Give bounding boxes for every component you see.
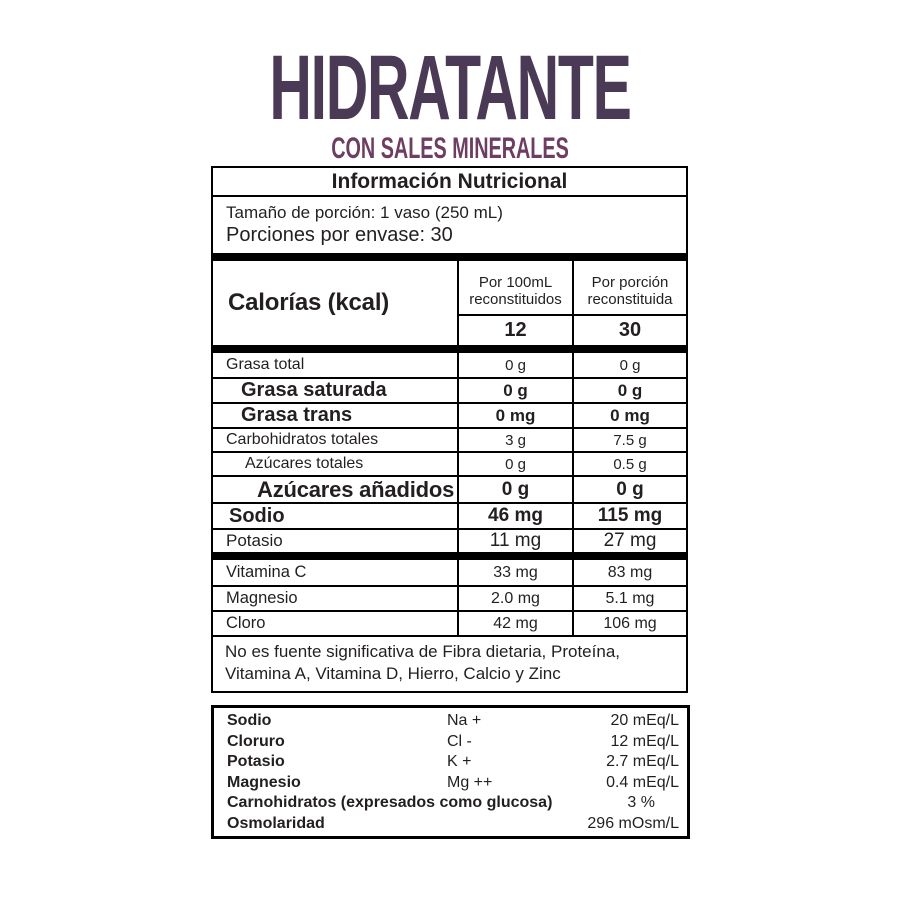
calories-section [213,261,686,345]
value-per-portion: 0 g [572,379,686,402]
nutrient-label: Cloro [226,614,266,632]
electrolyte-row-osmolaridad [227,814,679,835]
nutrient-label: Grasa trans [241,404,353,426]
electrolytes-panel [211,705,690,839]
electrolyte-label: Carnohidratos (expresados como glucosa) [227,794,553,811]
value-per-portion: 27 mg [572,530,686,552]
nutrient-rows-group-2 [213,560,686,635]
electrolyte-label: Cloruro [227,732,285,750]
nutrient-label: Azúcares totales [245,455,364,472]
value-per-100ml: 11 mg [457,530,572,552]
electrolyte-value: 12 mEq/L [610,732,679,750]
ion-symbol: Cl - [447,732,472,750]
nutrient-row-grasa-trans [213,402,686,427]
serving-info [213,197,686,253]
nutrient-label: Carbohidratos totales [226,431,379,448]
value-per-100ml: 42 mg [457,612,572,635]
column-header-per-100ml: Por 100mL reconstituidos [457,261,572,316]
panel-title: Información Nutricional [213,168,686,197]
product-subtitle: CON SALES MINERALES [331,132,569,165]
value-per-100ml: 0 g [457,379,572,402]
calories-label: Calorías (kcal) [228,289,390,316]
value-per-portion: 0 g [572,353,686,377]
nutrient-row-grasa-total [213,353,686,377]
column-header-per-portion: Por porción reconstituida [572,261,686,316]
nutrient-label: Grasa total [226,356,305,373]
electrolyte-value: 3 % [627,794,655,811]
nutrient-label: Potasio [226,531,283,550]
electrolyte-row-sodio [227,711,679,732]
nutrient-row-carbohidratos [213,427,686,451]
thick-divider [213,345,686,353]
electrolyte-label: Sodio [227,712,272,729]
nutrient-label: Sodio [229,504,285,527]
value-per-100ml: 2.0 mg [457,587,572,610]
nutrient-row-azucares-anadidos [213,475,686,502]
nutrition-facts-panel [211,166,688,693]
nutrient-label: Vitamina C [226,563,307,581]
nutrient-label: Azúcares añadidos [257,477,455,502]
electrolyte-row-carbohidratos [227,793,679,814]
nutrient-rows-group-1 [213,353,686,552]
nutrient-label: Grasa saturada [241,379,387,401]
footnote: No es fuente significativa de Fibra dietaria, Proteína, Vitamina A, Vitamina D, Hierro, Calcio y Zinc [213,635,686,691]
value-per-100ml: 0 mg [457,404,572,427]
value-per-portion: 115 mg [572,504,686,528]
value-per-portion: 0 mg [572,404,686,427]
nutrient-row-grasa-saturada [213,377,686,402]
electrolyte-row-magnesio [227,773,679,794]
value-per-portion: 0 g [572,477,686,503]
electrolyte-value: 20 mEq/L [610,712,679,729]
value-per-100ml: 33 mg [457,560,572,585]
value-per-portion: 5.1 mg [572,587,686,610]
value-per-100ml: 0 g [457,453,572,475]
brand-header [0,37,900,166]
value-per-portion: 83 mg [572,560,686,585]
electrolyte-label: Magnesio [227,773,301,791]
nutrient-row-potasio [213,528,686,552]
value-per-portion: 106 mg [572,612,686,635]
servings-per-container: Porciones por envase: 30 [226,224,453,246]
ion-symbol: K + [447,753,472,770]
electrolyte-label: Osmolaridad [227,814,325,832]
nutrient-row-sodio [213,502,686,528]
value-per-100ml: 0 g [457,353,572,377]
electrolyte-row-potasio [227,752,679,773]
nutrient-row-vitamina-c [213,560,686,585]
value-per-portion: 0.5 g [572,453,686,475]
ion-symbol: Mg ++ [447,773,493,791]
value-per-100ml: 3 g [457,429,572,451]
electrolyte-label: Potasio [227,753,285,770]
electrolyte-value: 296 mOsm/L [587,814,679,832]
calories-value-per-100ml: 12 [457,316,572,345]
serving-size: Tamaño de porción: 1 vaso (250 mL) [226,203,503,222]
thick-divider [213,552,686,560]
electrolyte-value: 2.7 mEq/L [606,753,679,770]
product-title: HIDRATANTE [269,37,631,139]
value-per-100ml: 46 mg [457,504,572,528]
nutrient-row-azucares-totales [213,451,686,475]
nutrient-label: Magnesio [226,589,298,607]
nutrient-row-magnesio [213,585,686,610]
ion-symbol: Na + [447,712,482,729]
electrolyte-value: 0.4 mEq/L [606,773,679,791]
value-per-100ml: 0 g [457,477,572,503]
calories-value-per-portion: 30 [572,316,686,345]
thick-divider [213,253,686,261]
nutrient-row-cloro [213,610,686,635]
value-per-portion: 7.5 g [572,429,686,451]
electrolyte-row-cloruro [227,732,679,753]
